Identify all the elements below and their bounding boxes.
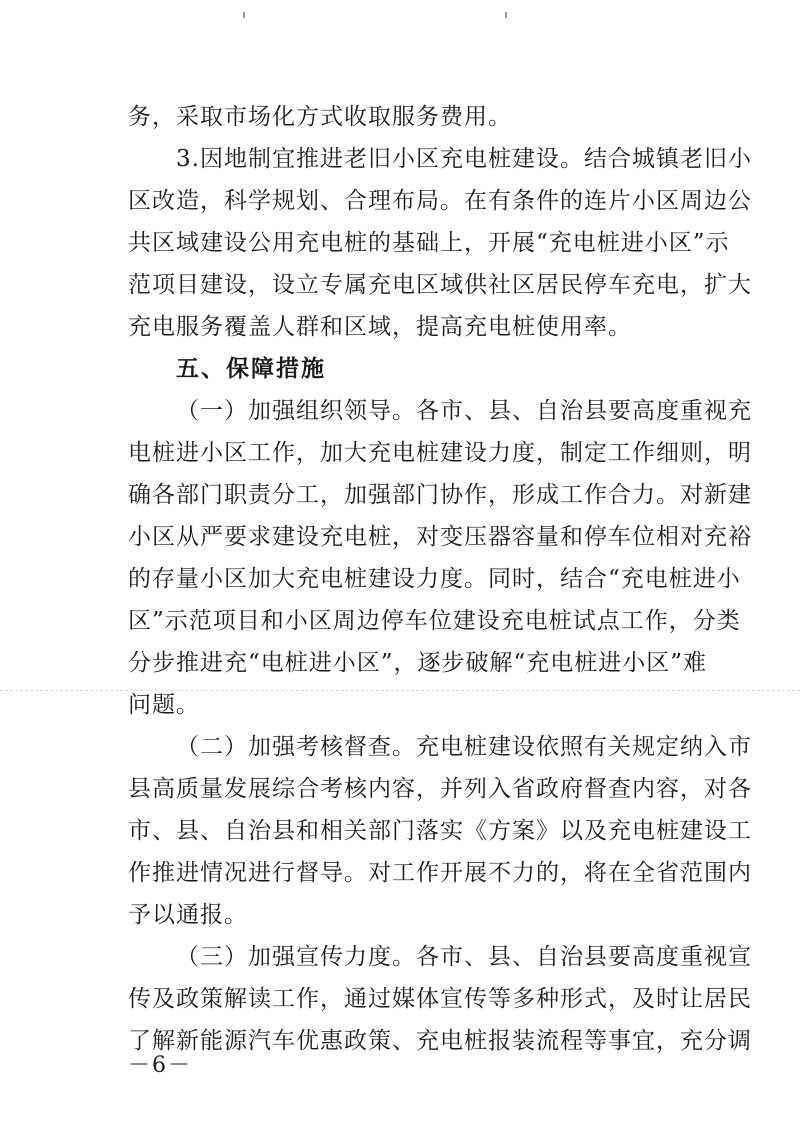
scan-speck bbox=[243, 12, 245, 18]
paragraph-line: 确各部门职责分工，加强部门协作，形成工作合力。对新建 bbox=[128, 482, 752, 508]
paragraph-line: 了解新能源汽车优惠政策、充电桩报装流程等事宜，充分调 bbox=[128, 1028, 752, 1054]
paragraph-line: 3.因地制宜推进老旧小区充电桩建设。结合城镇老旧小 bbox=[176, 146, 752, 172]
paragraph-line: 市、县、自治县和相关部门落实《方案》以及充电桩建设工 bbox=[128, 818, 752, 844]
paragraph-line: 共区域建设公用充电桩的基础上，开展“充电桩进小区”示 bbox=[128, 230, 730, 256]
paragraph-line: 的存量小区加大充电桩建设力度。同时，结合“充电桩进小 bbox=[128, 566, 741, 592]
paragraph-line: 问题。 bbox=[128, 692, 200, 718]
paragraph-line: 传及政策解读工作，通过媒体宣传等多种形式，及时让居民 bbox=[128, 986, 752, 1012]
paragraph-line: 充电服务覆盖人群和区域，提高充电桩使用率。 bbox=[128, 314, 632, 340]
page-number: －6－ bbox=[128, 1053, 192, 1078]
paragraph-line: 范项目建设，设立专属充电区域供社区居民停车充电，扩大 bbox=[128, 272, 752, 298]
paragraph-line: （一）加强组织领导。各市、县、自治县要高度重视充 bbox=[176, 398, 752, 424]
paragraph-line: 务，采取市场化方式收取服务费用。 bbox=[128, 104, 512, 130]
paragraph-line: 区改造，科学规划、合理布局。在有条件的连片小区周边公 bbox=[128, 188, 752, 214]
paragraph-line: 区”示范项目和小区周边停车位建设充电桩试点工作，分类 bbox=[128, 608, 741, 634]
paragraph-line: 予以通报。 bbox=[128, 902, 248, 928]
paragraph-line: （三）加强宣传力度。各市、县、自治县要高度重视宣 bbox=[176, 944, 752, 970]
paragraph-line: （二）加强考核督查。充电桩建设依照有关规定纳入市 bbox=[176, 734, 752, 760]
paragraph-line: 小区从严要求建设充电桩，对变压器容量和停车位相对充裕 bbox=[128, 524, 752, 550]
paragraph-line: 分步推进充“电桩进小区”，逐步破解“充电桩进小区”难 bbox=[128, 650, 708, 676]
paragraph-line: 作推进情况进行督导。对工作开展不力的，将在全省范围内 bbox=[128, 860, 752, 886]
paragraph-line: 县高质量发展综合考核内容，并列入省政府督查内容，对各 bbox=[128, 776, 752, 802]
scan-fold-line bbox=[0, 690, 800, 691]
section-heading: 五、保障措施 bbox=[176, 356, 326, 382]
scan-speck bbox=[505, 12, 507, 18]
paragraph-line: 电桩进小区工作，加大充电桩建设力度，制定工作细则，明 bbox=[128, 440, 752, 466]
